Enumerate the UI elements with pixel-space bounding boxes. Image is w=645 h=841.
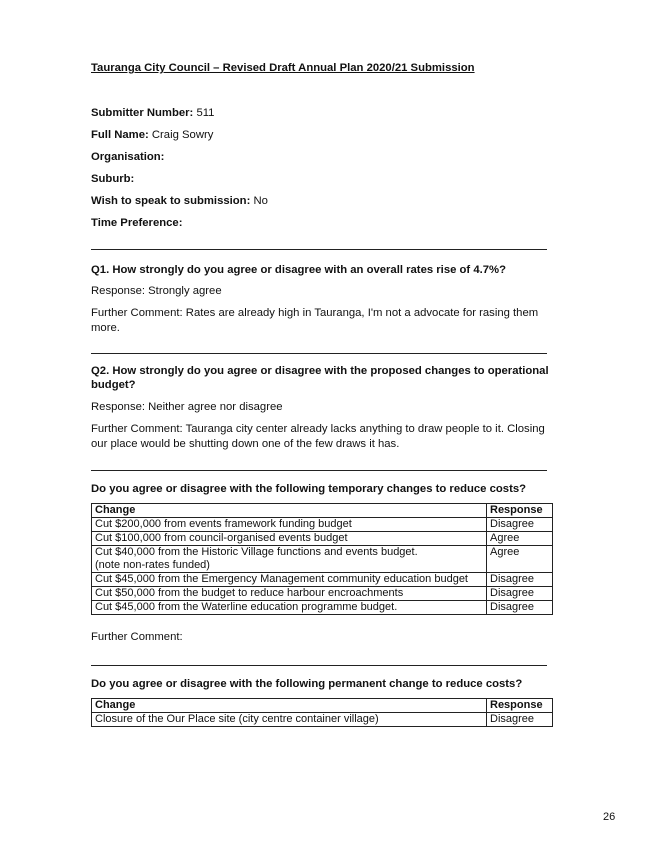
change-text: Cut $40,000 from the Historic Village functions and events budget.	[95, 546, 418, 558]
q1-comment: Further Comment: Rates are already high in Tauranga, I'm not a advocate for rasing them more.	[91, 307, 539, 334]
table-row	[92, 546, 553, 573]
change-note: (note non-rates funded)	[95, 559, 210, 571]
field-value: No	[250, 195, 268, 207]
temporary-changes-table	[91, 503, 553, 615]
q2-question: Q2. How strongly do you agree or disagree with the proposed changes to operational budget?	[91, 365, 549, 391]
table-header-row	[92, 699, 553, 713]
section-divider	[91, 249, 547, 250]
field-value: 511	[193, 107, 215, 119]
field-value: Craig Sowry	[148, 129, 214, 141]
response-cell: Agree	[487, 532, 553, 546]
table-row	[92, 587, 553, 601]
table-row	[92, 573, 553, 587]
response-cell: Agree	[487, 546, 553, 573]
permanent-changes-table	[91, 698, 553, 727]
field-label: Submitter Number:	[91, 107, 194, 119]
response-cell: Disagree	[487, 587, 553, 601]
section-divider	[91, 665, 547, 666]
response-cell: Disagree	[487, 713, 553, 727]
field-submitter-number	[91, 107, 214, 119]
change-cell: Cut $45,000 from the Waterline education programme budget.	[92, 601, 487, 615]
q1-response: Response: Strongly agree	[91, 285, 222, 297]
field-label: Time Preference:	[91, 217, 183, 229]
change-cell: Closure of the Our Place site (city centre container village)	[92, 713, 487, 727]
page-number: 26	[603, 811, 616, 823]
change-cell: Cut $200,000 from events framework funding budget	[92, 518, 487, 532]
column-header-change: Change	[92, 504, 487, 518]
permanent-question: Do you agree or disagree with the following permanent change to reduce costs?	[91, 678, 523, 690]
table-row	[92, 532, 553, 546]
field-label: Organisation:	[91, 151, 165, 163]
change-cell: Cut $45,000 from the Emergency Management community education budget	[92, 573, 487, 587]
field-label: Suburb:	[91, 173, 135, 185]
change-cell	[92, 546, 487, 573]
column-header-change: Change	[92, 699, 487, 713]
response-cell: Disagree	[487, 573, 553, 587]
temporary-question: Do you agree or disagree with the following temporary changes to reduce costs?	[91, 483, 527, 495]
section-divider	[91, 353, 547, 354]
field-label: Wish to speak to submission:	[91, 195, 251, 207]
q2-comment: Further Comment: Tauranga city center already lacks anything to draw people to it. Closing our place would be shutting down one of the few draws it has.	[91, 423, 545, 450]
column-header-response: Response	[487, 504, 553, 518]
table-row	[92, 601, 553, 615]
field-full-name	[91, 129, 213, 141]
field-organisation	[91, 151, 164, 163]
field-time-preference	[91, 217, 182, 229]
change-cell: Cut $100,000 from council-organised events budget	[92, 532, 487, 546]
field-label: Full Name:	[91, 129, 149, 141]
field-wish-to-speak	[91, 195, 268, 207]
field-suburb	[91, 173, 134, 185]
response-cell: Disagree	[487, 601, 553, 615]
table-header-row	[92, 504, 553, 518]
q2-response: Response: Neither agree nor disagree	[91, 401, 283, 413]
column-header-response: Response	[487, 699, 553, 713]
change-cell: Cut $50,000 from the budget to reduce harbour encroachments	[92, 587, 487, 601]
section-divider	[91, 470, 547, 471]
q1-question: Q1. How strongly do you agree or disagree with an overall rates rise of 4.7%?	[91, 264, 506, 276]
table-row	[92, 518, 553, 532]
temporary-comment: Further Comment:	[91, 631, 183, 643]
table-row	[92, 713, 553, 727]
document-title: Tauranga City Council – Revised Draft Annual Plan 2020/21 Submission	[91, 62, 475, 74]
response-cell: Disagree	[487, 518, 553, 532]
